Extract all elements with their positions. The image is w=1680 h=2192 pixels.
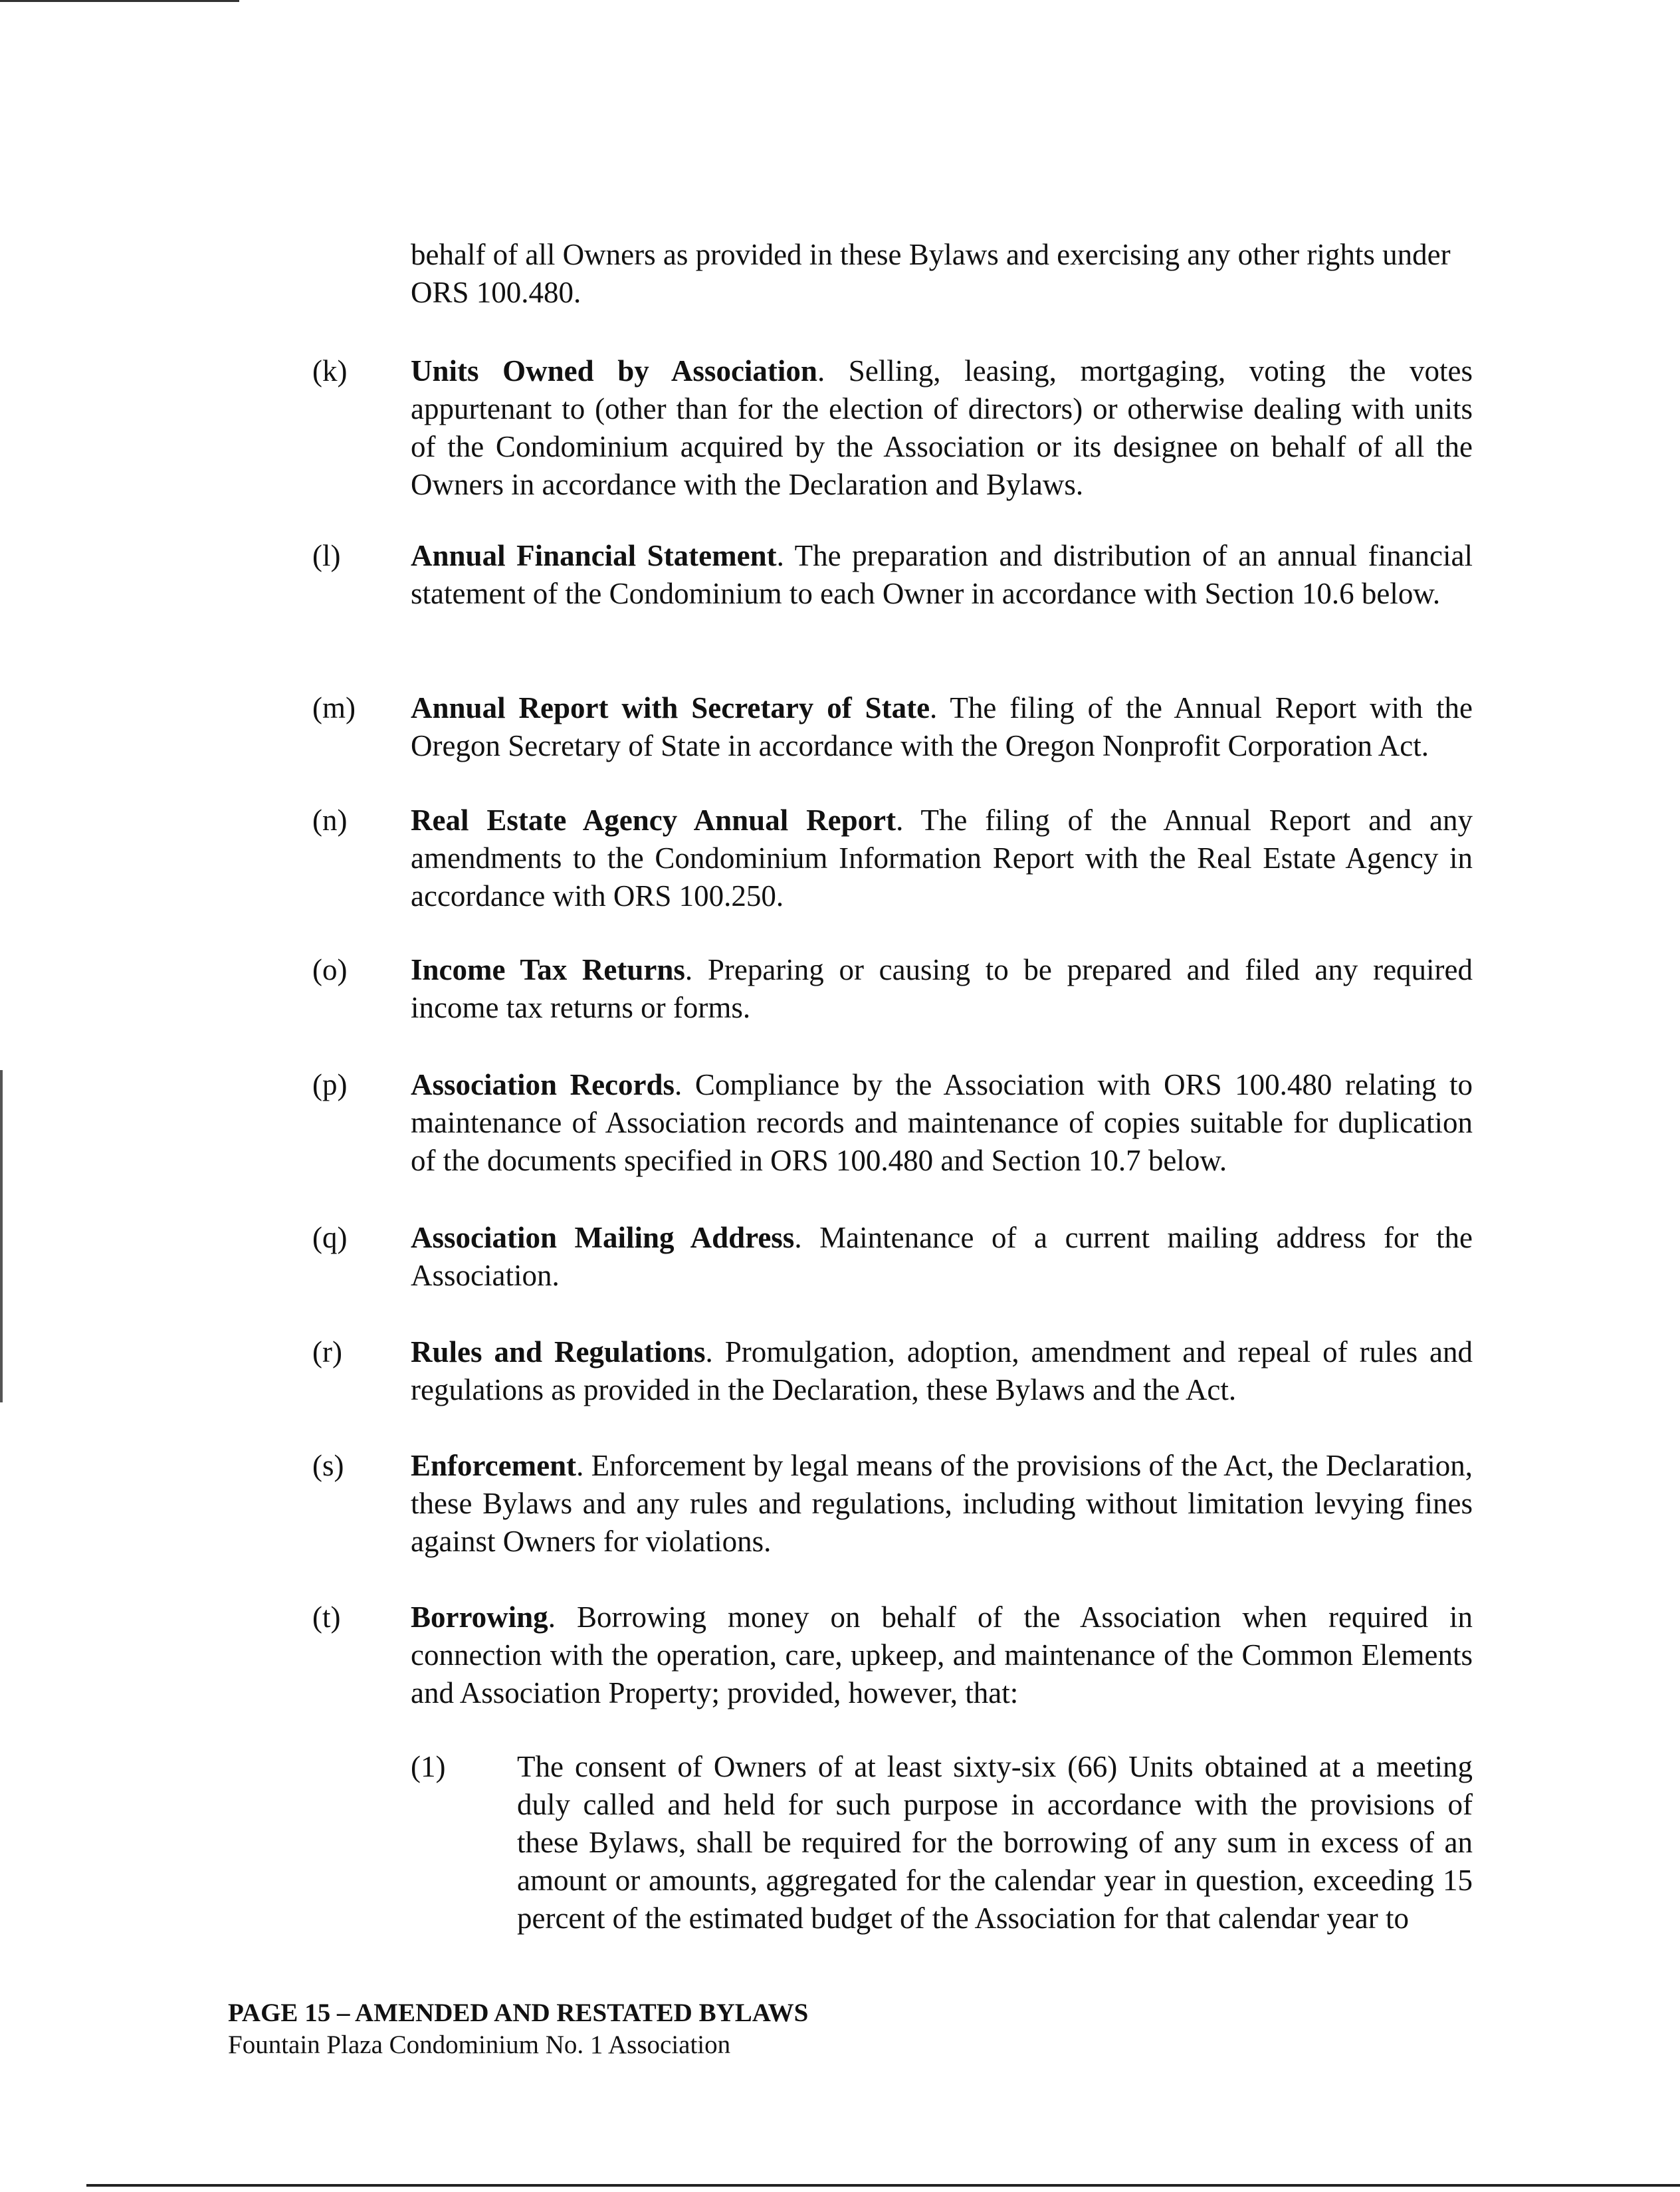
scan-edge-top — [0, 0, 239, 2]
item-body: Enforcement. Enforcement by legal means of the provisions of the Act, the Declaration, these Bylaws and any rules and regulations, including without limitation levying fines against Owners for violations. — [411, 1449, 1473, 1558]
item-label: (m) — [312, 691, 356, 724]
scan-edge-left — [0, 1070, 3, 1402]
item-body: Association Records. Compliance by the Association with ORS 100.480 relating to maintenance of Association records and maintenance of copies suitable for duplication of the documents specified in ORS 100.480 and Section 10.7 below. — [411, 1068, 1473, 1177]
item-text: Enforcement by legal means of the provisions of the Act, the Declaration, these Bylaws and any rules and regulations, including without limitation levying fines against Owners for violations. — [411, 1449, 1473, 1558]
footer-title: PAGE 15 – AMENDED AND RESTATED BYLAWS — [228, 1999, 809, 2027]
item-label: (q) — [312, 1221, 348, 1254]
list-item — [312, 1598, 1473, 1712]
item-text: Maintenance of a current mailing address for the Association. — [411, 1221, 1473, 1292]
list-item — [312, 1333, 1473, 1409]
list-item — [312, 1066, 1473, 1180]
page-footer — [228, 1997, 808, 2061]
item-text: The filing of the Annual Report and any amendments to the Condominium Information Report with the Real Estate Agency in accordance with ORS 100.250. — [411, 804, 1473, 913]
item-heading: Borrowing — [411, 1600, 548, 1634]
item-heading: Enforcement — [411, 1449, 577, 1482]
item-heading: Income Tax Returns — [411, 953, 685, 986]
item-label: (k) — [312, 354, 348, 387]
list-item — [312, 1447, 1473, 1561]
item-heading: Annual Financial Statement — [411, 539, 777, 572]
item-heading: Rules and Regulations — [411, 1335, 706, 1369]
item-text: Promulgation, adoption, amendment and repeal of rules and regulations as provided in the Declaration, these Bylaws and the Act. — [411, 1335, 1473, 1406]
item-label: (l) — [312, 539, 341, 572]
item-heading: Association Records — [411, 1068, 675, 1101]
item-label: (r) — [312, 1335, 342, 1369]
item-body: Income Tax Returns. Preparing or causing to be prepared and filed any required income tax returns or forms. — [411, 953, 1473, 1024]
item-heading: Real Estate Agency Annual Report — [411, 804, 896, 837]
sub-list-item — [411, 1748, 1473, 1937]
item-body: Units Owned by Association. Selling, leasing, mortgaging, voting the votes appurtenant to (other than for the election of directors) or otherwise dealing with units of the Condominium acquired by the Association or its designee on behalf of all the Owners in accordance with the Declaration and Bylaws. — [411, 354, 1473, 501]
item-heading: Units Owned by Association — [411, 354, 817, 387]
footer-subtitle: Fountain Plaza Condominium No. 1 Association — [228, 2030, 731, 2059]
item-body: Borrowing. Borrowing money on behalf of the Association when required in connection with the operation, care, upkeep, and maintenance of the Common Elements and Association Property; provided, however, that: — [411, 1600, 1473, 1709]
list-item — [312, 951, 1473, 1027]
sub-item-label: (1) — [411, 1750, 446, 1783]
list-item — [312, 352, 1473, 504]
list-item — [312, 802, 1473, 915]
intro-paragraph: behalf of all Owners as provided in these Bylaws and exercising any other rights under ORS 100.480. — [411, 238, 1451, 309]
item-label: (n) — [312, 804, 348, 837]
item-body: Annual Financial Statement. The preparation and distribution of an annual financial statement of the Condominium to each Owner in accordance with Section 10.6 below. — [411, 539, 1473, 610]
item-body: Real Estate Agency Annual Report. The filing of the Annual Report and any amendments to the Condominium Information Report with the Real Estate Agency in accordance with ORS 100.250. — [411, 804, 1473, 913]
item-text: Compliance by the Association with ORS 100.480 relating to maintenance of Association records and maintenance of copies suitable for duplication of the documents specified in ORS 100.480 and Section 10.7 below. — [411, 1068, 1473, 1177]
scan-edge-bottom — [86, 2184, 1680, 2187]
item-label: (p) — [312, 1068, 348, 1101]
item-text: Selling, leasing, mortgaging, voting the votes appurtenant to (other than for the election of directors) or otherwise dealing with units of the Condominium acquired by the Association or its designee on behalf of all the Owners in accordance with the Declaration and Bylaws. — [411, 354, 1473, 501]
item-body: Rules and Regulations. Promulgation, adoption, amendment and repeal of rules and regulations as provided in the Declaration, these Bylaws and the Act. — [411, 1335, 1473, 1406]
list-item — [312, 1219, 1473, 1295]
item-text: Borrowing money on behalf of the Association when required in connection with the operation, care, upkeep, and maintenance of the Common Elements and Association Property; provided, however, that: — [411, 1600, 1473, 1709]
item-body: Annual Report with Secretary of State. The filing of the Annual Report with the Oregon Secretary of State in accordance with the Oregon Nonprofit Corporation Act. — [411, 691, 1473, 762]
item-text: The preparation and distribution of an annual financial statement of the Condominium to each Owner in accordance with Section 10.6 below. — [411, 539, 1473, 610]
list-item — [312, 537, 1473, 613]
sub-item-text: The consent of Owners of at least sixty-six (66) Units obtained at a meeting duly called and held for such purpose in accordance with the provisions of these Bylaws, shall be required for the borrowing of any sum in excess of an amount or amounts, aggregated for the calendar year in question, exceeding 15 percent of the estimated budget of the Association for that calendar year to — [517, 1750, 1473, 1935]
item-label: (o) — [312, 953, 348, 986]
item-heading: Association Mailing Address — [411, 1221, 795, 1254]
item-label: (s) — [312, 1449, 344, 1482]
item-text: Preparing or causing to be prepared and filed any required income tax returns or forms. — [411, 953, 1473, 1024]
item-text: The filing of the Annual Report with the Oregon Secretary of State in accordance with the Oregon Nonprofit Corporation Act. — [411, 691, 1473, 762]
item-heading: Annual Report with Secretary of State — [411, 691, 930, 724]
item-label: (t) — [312, 1600, 341, 1634]
list-item — [312, 689, 1473, 765]
item-body: Association Mailing Address. Maintenance of a current mailing address for the Association. — [411, 1221, 1473, 1292]
